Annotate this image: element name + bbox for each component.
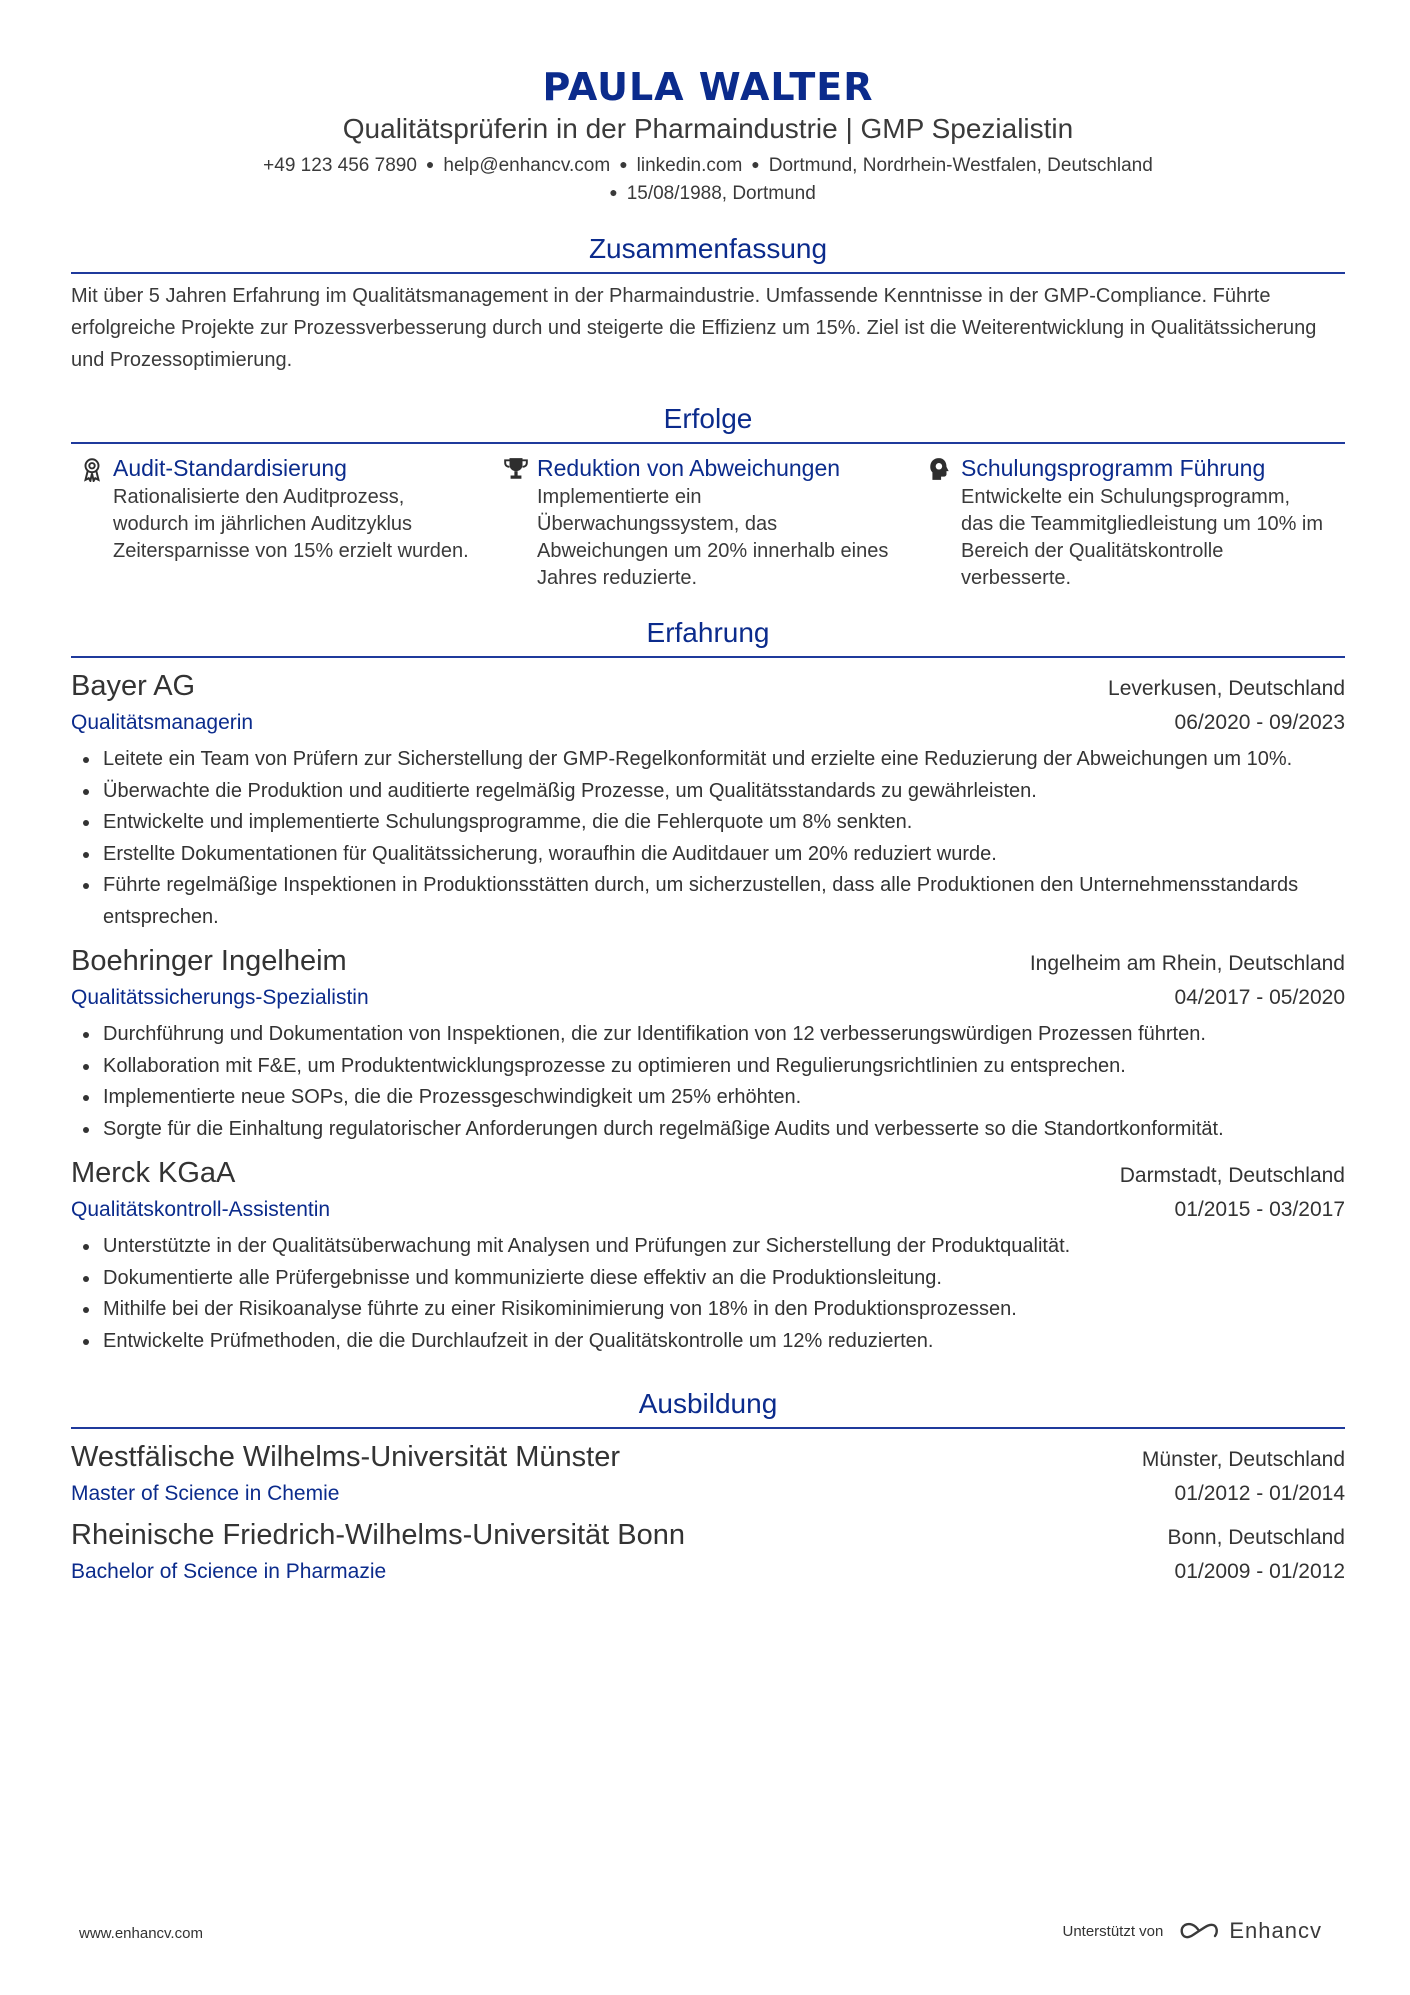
job-dates: 01/2015 - 03/2017 bbox=[1174, 1198, 1345, 1221]
job-bullets bbox=[71, 744, 1345, 933]
trophy-icon bbox=[495, 452, 537, 592]
achievement-text: Implementierte ein Überwachungssystem, das Abweichungen um 20% innerhalb eines Jahres reduzierte. bbox=[537, 486, 889, 589]
birth-date: 15/08/1988, Dortmund bbox=[626, 183, 816, 204]
achievement-item bbox=[495, 452, 919, 592]
section-title-achievements: Erfolge bbox=[71, 402, 1345, 444]
school-name: Rheinische Friedrich-Wilhelms-Universität Bonn bbox=[71, 1519, 686, 1551]
list-item: • Implementierte neue SOPs, die die Prozessgeschwindigkeit um 25% erhöhten. bbox=[101, 1082, 1345, 1114]
list-item: • Entwickelte Prüfmethoden, die die Durchlaufzeit in der Qualitätskontrolle um 12% reduzierten. bbox=[101, 1326, 1345, 1358]
list-item: • Unterstützte in der Qualitätsüberwachung mit Analysen und Prüfungen zur Sicherstellung der Produktqualität. bbox=[101, 1231, 1345, 1263]
job-bullets bbox=[71, 1019, 1345, 1145]
summary-section bbox=[71, 232, 1345, 376]
birth-line bbox=[71, 178, 1345, 208]
degree: Bachelor of Science in Pharmazie bbox=[71, 1560, 387, 1583]
list-item: • Entwickelte und implementierte Schulungsprogramme, die die Fehlerquote um 8% senkten. bbox=[101, 807, 1345, 839]
education-entry bbox=[71, 1515, 1345, 1589]
education-entry bbox=[71, 1437, 1345, 1511]
education-section bbox=[71, 1387, 1345, 1589]
job-bullets bbox=[71, 1231, 1345, 1357]
list-item: • Leitete ein Team von Prüfern zur Sicherstellung der GMP-Regelkonformität und erzielte eine Reduzierung der Abweichungen um 10%. bbox=[101, 744, 1345, 776]
list-item: • Kollaboration mit F&E, um Produktentwicklungsprozesse zu optimieren und Regulierungsrichtlinien zu entsprechen. bbox=[101, 1051, 1345, 1083]
enhancv-logo-icon bbox=[1177, 1919, 1221, 1943]
achievement-item bbox=[71, 452, 495, 592]
job-dates: 06/2020 - 09/2023 bbox=[1174, 711, 1345, 734]
job-role: Qualitätskontroll-Assistentin bbox=[71, 1198, 331, 1221]
footer-branding bbox=[1062, 1918, 1322, 1944]
section-title-summary: Zusammenfassung bbox=[71, 232, 1345, 274]
award-icon bbox=[71, 452, 113, 592]
list-item: • Sorgte für die Einhaltung regulatorischer Anforderungen durch regelmäßige Audits und verbesserte so die Standortkonformität. bbox=[101, 1114, 1345, 1146]
job-entry bbox=[71, 941, 1345, 1145]
bullet-separator: ● bbox=[609, 184, 618, 200]
linkedin-link[interactable]: linkedin.com bbox=[636, 155, 743, 176]
school-name: Westfälische Wilhelms-Universität Münster bbox=[71, 1441, 620, 1473]
candidate-name: PAULA WALTER bbox=[542, 65, 874, 109]
achievement-text: Rationalisierte den Auditprozess, wodurch im jährlichen Auditzyklus Zeitersparnisse von 15% erzielt wurden. bbox=[113, 486, 469, 562]
list-item: • Dokumentierte alle Prüfergebnisse und kommunizierte diese effektiv an die Produktionsleitung. bbox=[101, 1263, 1345, 1295]
candidate-headline: Qualitätsprüferin in der Pharmaindustrie | GMP Spezialistin bbox=[342, 113, 1074, 144]
school-location: Münster, Deutschland bbox=[1141, 1448, 1345, 1471]
job-location: Ingelheim am Rhein, Deutschland bbox=[1029, 952, 1345, 975]
powered-by-label: Unterstützt von bbox=[1062, 1922, 1164, 1940]
head-idea-icon bbox=[919, 452, 961, 592]
job-dates: 04/2017 - 05/2020 bbox=[1174, 986, 1345, 1009]
list-item: • Durchführung und Dokumentation von Inspektionen, die zur Identifikation von 12 verbesserungswürdigen Prozessen führten. bbox=[101, 1019, 1345, 1051]
list-item: • Führte regelmäßige Inspektionen in Produktionsstätten durch, um sicherzustellen, dass alle Produktionen den Unternehmensstandards entsprechen. bbox=[101, 870, 1345, 933]
company-name: Bayer AG bbox=[71, 670, 196, 702]
section-title-education: Ausbildung bbox=[71, 1387, 1345, 1429]
achievement-item bbox=[919, 452, 1343, 592]
list-item: • Mithilfe bei der Risikoanalyse führte zu einer Risikominimierung von 18% in den Produktionsprozessen. bbox=[101, 1294, 1345, 1326]
email[interactable]: help@enhancv.com bbox=[443, 155, 611, 176]
school-location: Bonn, Deutschland bbox=[1167, 1526, 1345, 1549]
job-location: Darmstadt, Deutschland bbox=[1119, 1164, 1345, 1187]
bullet-separator: ● bbox=[619, 156, 628, 172]
experience-section bbox=[71, 616, 1345, 1357]
achievements-section bbox=[71, 402, 1345, 592]
job-entry bbox=[71, 666, 1345, 933]
job-role: Qualitätsmanagerin bbox=[71, 711, 254, 734]
job-entry bbox=[71, 1153, 1345, 1357]
contact-line bbox=[71, 150, 1345, 180]
achievement-title: Schulungsprogramm Führung bbox=[961, 455, 1266, 481]
degree: Master of Science in Chemie bbox=[71, 1482, 340, 1505]
location: Dortmund, Nordrhein-Westfalen, Deutschland bbox=[768, 155, 1153, 176]
achievement-title: Reduktion von Abweichungen bbox=[537, 455, 841, 481]
achievement-title: Audit-Standardisierung bbox=[113, 455, 347, 481]
job-role: Qualitätssicherungs-Spezialistin bbox=[71, 986, 369, 1009]
education-dates: 01/2012 - 01/2014 bbox=[1174, 1482, 1345, 1505]
list-item: • Erstellte Dokumentationen für Qualitätssicherung, woraufhin die Auditdauer um 20% reduziert wurde. bbox=[101, 839, 1345, 871]
job-location: Leverkusen, Deutschland bbox=[1108, 677, 1345, 700]
education-dates: 01/2009 - 01/2012 bbox=[1174, 1560, 1345, 1583]
achievement-text: Entwickelte ein Schulungsprogramm, das die Teammitgliedleistung um 10% im Bereich der Qualitätskontrolle verbesserte. bbox=[961, 486, 1324, 589]
company-name: Merck KGaA bbox=[71, 1157, 236, 1189]
resume-page bbox=[71, 0, 1345, 1589]
section-title-experience: Erfahrung bbox=[71, 616, 1345, 658]
company-name: Boehringer Ingelheim bbox=[71, 945, 347, 977]
achievements-list bbox=[71, 452, 1345, 592]
bullet-separator: ● bbox=[425, 156, 435, 172]
phone: +49 123 456 7890 bbox=[263, 155, 417, 176]
brand-name: Enhancv bbox=[1229, 1918, 1322, 1943]
bullet-separator: ● bbox=[751, 156, 760, 172]
footer-website[interactable]: www.enhancv.com bbox=[79, 1925, 203, 1942]
summary-text: Mit über 5 Jahren Erfahrung im Qualitätsmanagement in der Pharmaindustrie. Umfassende Kenntnisse in der GMP-Compliance. Führte erfolgreiche Projekte zur Prozessverbesserung durch und steigerte die Effizienz um 15%. Ziel ist die Weiterentwicklung in Qualitätssicherung und Prozessoptimierung. bbox=[71, 285, 1317, 371]
list-item: • Überwachte die Produktion und auditierte regelmäßig Prozesse, um Qualitätsstandards zu gewährleisten. bbox=[101, 776, 1345, 808]
